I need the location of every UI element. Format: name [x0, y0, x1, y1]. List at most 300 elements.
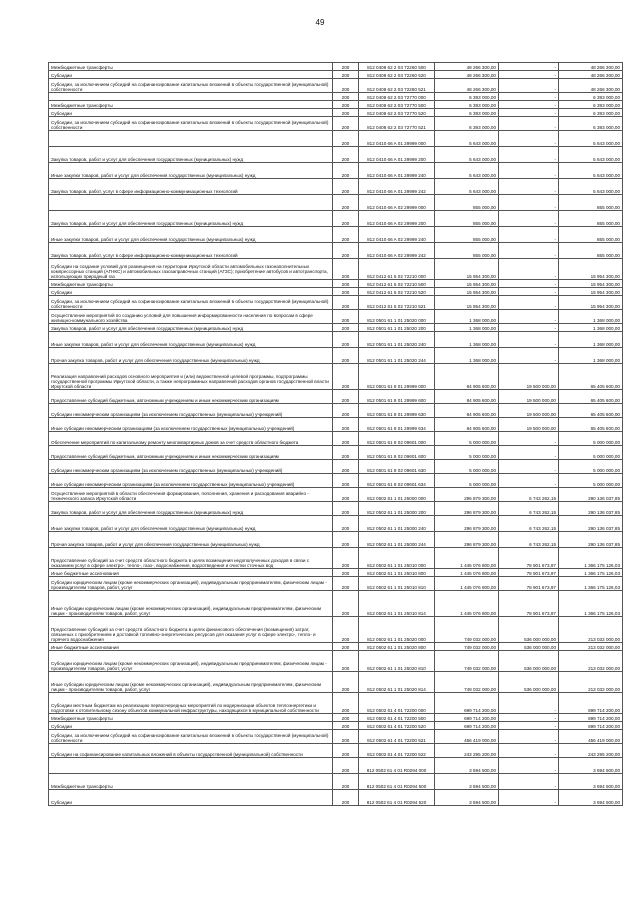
- table-row: [49, 101, 623, 109]
- row-line-code-cell: 200: [333, 532, 359, 548]
- row-unexecuted-cell: 1 368 000,00: [559, 348, 623, 364]
- row-unexecuted-cell: 213 032 000,00: [559, 651, 623, 672]
- table-row: [49, 672, 623, 693]
- row-name-cell: Закупка товаров, работ и услуг для обеспечения государственных (муниципальных) нужд: [49, 147, 333, 163]
- row-budget-code-cell: 812 0410 66 A 01 29999 240: [359, 163, 435, 179]
- row-budget-code-cell: 812 0502 61 1 01 25020 800: [359, 643, 435, 651]
- table-row: [49, 774, 623, 790]
- row-executed-cell: -: [499, 280, 559, 288]
- row-unexecuted-cell: 5 643 000,00: [559, 131, 623, 147]
- table-row: [49, 460, 623, 474]
- row-approved-cell: 1 368 000,00: [435, 348, 499, 364]
- table-row: [49, 227, 623, 243]
- row-unexecuted-cell: 213 032 000,00: [559, 617, 623, 643]
- row-line-code-cell: 200: [333, 227, 359, 243]
- table-row: [49, 532, 623, 548]
- page-number: 49: [315, 18, 325, 27]
- row-name-cell: Обеспечение мероприятий по капитальному ремонту многоквартирных домов за счет средств областного бюджета: [49, 432, 333, 446]
- row-approved-cell: 855 000,00: [435, 211, 499, 227]
- row-budget-code-cell: 812 0408 62 2 03 72260 500: [359, 63, 435, 71]
- row-line-code-cell: 200: [333, 195, 359, 211]
- table-row: [49, 288, 623, 296]
- row-approved-cell: 3 694 500,00: [435, 774, 499, 790]
- row-executed-cell: -: [499, 446, 559, 460]
- row-approved-cell: 6 393 000,00: [435, 101, 499, 109]
- table-row: [49, 243, 623, 259]
- table-row: [49, 569, 623, 577]
- row-executed-cell: -: [499, 730, 559, 744]
- table-row: [49, 348, 623, 364]
- table-row: [49, 310, 623, 324]
- row-unexecuted-cell: 65 405 600,00: [559, 364, 623, 390]
- row-approved-cell: 1 445 076 800,00: [435, 548, 499, 569]
- row-name-cell: [49, 131, 333, 147]
- row-executed-cell: -: [499, 432, 559, 446]
- row-line-code-cell: 200: [333, 516, 359, 532]
- row-line-code-cell: 200: [333, 280, 359, 288]
- row-budget-code-cell: 812 0412 61 5 02 72210 000: [359, 259, 435, 280]
- row-approved-cell: 699 714 200,00: [435, 714, 499, 722]
- row-approved-cell: 296 879 300,00: [435, 532, 499, 548]
- table-row: [49, 364, 623, 390]
- row-budget-code-cell: 812 0412 61 5 02 72210 521: [359, 296, 435, 310]
- row-line-code-cell: 200: [333, 617, 359, 643]
- table-row: [49, 280, 623, 288]
- row-budget-code-cell: 812 0410 66 A 01 29999 242: [359, 179, 435, 195]
- row-executed-cell: 19 500 000,00: [499, 390, 559, 404]
- row-name-cell: Осуществление мероприятий в области обеспечения формирования, пополнения, хранения и расходования аварийно - технического запаса Иркутской области: [49, 488, 333, 502]
- budget-execution-table: [48, 62, 623, 806]
- row-line-code-cell: 200: [333, 404, 359, 418]
- row-unexecuted-cell: 65 405 600,00: [559, 404, 623, 418]
- row-budget-code-cell: 812 0410 66 A 02 29999 242: [359, 243, 435, 259]
- row-unexecuted-cell: 5 643 000,00: [559, 163, 623, 179]
- row-name-cell: Субсидии: [49, 109, 333, 117]
- row-executed-cell: -: [499, 179, 559, 195]
- row-budget-code-cell: 812 0408 62 2 03 72770 521: [359, 117, 435, 131]
- row-line-code-cell: 200: [333, 672, 359, 693]
- row-name-cell: Субсидии: [49, 722, 333, 730]
- row-name-cell: Прочая закупка товаров, работ и услуг для обеспечения государственных (муниципальных) нужд: [49, 532, 333, 548]
- row-executed-cell: 536 000 000,00: [499, 617, 559, 643]
- row-approved-cell: 6 393 000,00: [435, 93, 499, 101]
- row-line-code-cell: 200: [333, 722, 359, 730]
- row-name-cell: Межбюджетные трансферты: [49, 101, 333, 109]
- row-executed-cell: 78 901 673,97: [499, 569, 559, 577]
- row-approved-cell: 6 393 000,00: [435, 109, 499, 117]
- row-line-code-cell: 200: [333, 774, 359, 790]
- row-executed-cell: -: [499, 195, 559, 211]
- row-name-cell: Закупка товаров, работ и услуг для обеспечения государственных (муниципальных) нужд: [49, 324, 333, 332]
- row-budget-code-cell: 812 0501 61 8 02 09601 600: [359, 446, 435, 460]
- row-budget-code-cell: 812 0410 66 A 01 29999 200: [359, 147, 435, 163]
- row-unexecuted-cell: 855 000,00: [559, 195, 623, 211]
- table-row: [49, 446, 623, 460]
- row-executed-cell: -: [499, 259, 559, 280]
- row-budget-code-cell: 812 0501 61 8 02 09601 634: [359, 474, 435, 488]
- table-row: [49, 643, 623, 651]
- row-line-code-cell: 200: [333, 488, 359, 502]
- row-approved-cell: 1 445 076 800,00: [435, 577, 499, 591]
- table-row: [49, 71, 623, 79]
- row-name-cell: Субсидии, за исключением субсидий на софинансирование капитальных вложений в объекты государственной (муниципальной) собственности: [49, 730, 333, 744]
- table-row: [49, 93, 623, 101]
- table-body: [49, 63, 623, 806]
- row-approved-cell: 3 694 500,00: [435, 758, 499, 774]
- row-executed-cell: 536 000 000,00: [499, 651, 559, 672]
- row-executed-cell: -: [499, 474, 559, 488]
- row-line-code-cell: 200: [333, 460, 359, 474]
- row-executed-cell: -: [499, 296, 559, 310]
- row-budget-code-cell: 812 0410 66 A 01 29999 000: [359, 131, 435, 147]
- row-name-cell: Закупка товаров, работ, услуг в сфере информационно-коммуникационных технологий: [49, 179, 333, 195]
- table-row: [49, 211, 623, 227]
- row-approved-cell: 84 905 600,00: [435, 390, 499, 404]
- row-executed-cell: -: [499, 774, 559, 790]
- row-approved-cell: 84 905 600,00: [435, 418, 499, 432]
- row-line-code-cell: 200: [333, 163, 359, 179]
- row-executed-cell: 78 901 673,97: [499, 591, 559, 617]
- row-approved-cell: 699 714 200,00: [435, 722, 499, 730]
- table-row: [49, 432, 623, 446]
- row-line-code-cell: 200: [333, 288, 359, 296]
- row-unexecuted-cell: 1 368 000,00: [559, 324, 623, 332]
- row-unexecuted-cell: 243 295 200,00: [559, 744, 623, 758]
- row-line-code-cell: 200: [333, 109, 359, 117]
- row-approved-cell: 15 954 300,00: [435, 259, 499, 280]
- row-name-cell: [49, 93, 333, 101]
- row-budget-code-cell: 812 0501 61 1 01 25020 244: [359, 348, 435, 364]
- row-unexecuted-cell: 15 954 300,00: [559, 288, 623, 296]
- row-name-cell: Иные бюджетные ассигнования: [49, 643, 333, 651]
- row-approved-cell: 296 879 300,00: [435, 502, 499, 516]
- row-budget-code-cell: 812 0502 61 1 01 25000 244: [359, 532, 435, 548]
- row-executed-cell: -: [499, 93, 559, 101]
- row-executed-cell: -: [499, 117, 559, 131]
- row-unexecuted-cell: 213 032 000,00: [559, 643, 623, 651]
- table-row: [49, 296, 623, 310]
- row-line-code-cell: 200: [333, 348, 359, 364]
- row-executed-cell: 19 500 000,00: [499, 418, 559, 432]
- row-executed-cell: -: [499, 324, 559, 332]
- row-line-code-cell: 200: [333, 147, 359, 163]
- row-unexecuted-cell: 6 393 000,00: [559, 93, 623, 101]
- table-row: [49, 758, 623, 774]
- row-approved-cell: 5 643 000,00: [435, 131, 499, 147]
- row-unexecuted-cell: 1 366 175 126,03: [559, 548, 623, 569]
- row-budget-code-cell: 812 0501 61 1 01 25020 200: [359, 324, 435, 332]
- row-approved-cell: 6 393 000,00: [435, 117, 499, 131]
- row-executed-cell: 78 901 673,97: [499, 577, 559, 591]
- row-budget-code-cell: 812 0502 61 1 01 25000 240: [359, 516, 435, 532]
- row-budget-code-cell: 812 0502 61 4 01 72200 521: [359, 730, 435, 744]
- row-name-cell: [49, 758, 333, 774]
- row-budget-code-cell: 812 0502 61 4 01 R0294 000: [359, 758, 435, 774]
- row-name-cell: Иные закупки товаров, работ и услуг для обеспечения государственных (муниципальных) нужд: [49, 227, 333, 243]
- table-row: [49, 390, 623, 404]
- row-executed-cell: -: [499, 348, 559, 364]
- table-row: [49, 714, 623, 722]
- row-approved-cell: 5 643 000,00: [435, 147, 499, 163]
- row-line-code-cell: 200: [333, 577, 359, 591]
- row-name-cell: Межбюджетные трансферты: [49, 63, 333, 71]
- table-row: [49, 109, 623, 117]
- row-approved-cell: 749 032 000,00: [435, 651, 499, 672]
- table-row: [49, 418, 623, 432]
- row-approved-cell: 5 643 000,00: [435, 163, 499, 179]
- row-name-cell: Субсидии, за исключением субсидий на софинансирование капитальных вложений в объекты государственной (муниципальной) собственности: [49, 117, 333, 131]
- row-name-cell: Иные субсидии некоммерческим организациям (за исключением государственных (муниципальных) учреждений): [49, 474, 333, 488]
- row-unexecuted-cell: 15 954 300,00: [559, 259, 623, 280]
- table-row: [49, 474, 623, 488]
- row-budget-code-cell: 812 0502 61 1 01 25020 814: [359, 672, 435, 693]
- table-row: [49, 195, 623, 211]
- table-row: [49, 117, 623, 131]
- row-name-cell: Межбюджетные трансферты: [49, 774, 333, 790]
- row-budget-code-cell: 812 0502 61 4 01 72200 500: [359, 714, 435, 722]
- row-approved-cell: 296 879 300,00: [435, 488, 499, 502]
- table-row: [49, 790, 623, 806]
- row-unexecuted-cell: 5 643 000,00: [559, 179, 623, 195]
- row-approved-cell: 15 954 300,00: [435, 280, 499, 288]
- row-unexecuted-cell: 290 136 037,85: [559, 488, 623, 502]
- row-line-code-cell: 200: [333, 502, 359, 516]
- row-budget-code-cell: 812 0408 62 2 03 72260 520: [359, 71, 435, 79]
- table-row: [49, 591, 623, 617]
- row-name-cell: Межбюджетные трансферты: [49, 280, 333, 288]
- row-name-cell: Субсидии: [49, 790, 333, 806]
- row-name-cell: Субсидии, за исключением субсидий на софинансирование капитальных вложений в объекты государственной (муниципальной) собственности: [49, 79, 333, 93]
- row-executed-cell: -: [499, 310, 559, 324]
- row-budget-code-cell: 812 0410 66 A 02 29999 000: [359, 195, 435, 211]
- table-row: [49, 502, 623, 516]
- row-budget-code-cell: 812 0501 61 1 01 25020 000: [359, 310, 435, 324]
- row-unexecuted-cell: 6 393 000,00: [559, 117, 623, 131]
- row-line-code-cell: 200: [333, 418, 359, 432]
- row-line-code-cell: 200: [333, 569, 359, 577]
- row-budget-code-cell: 812 0502 61 1 01 25010 800: [359, 569, 435, 577]
- row-line-code-cell: 200: [333, 651, 359, 672]
- row-name-cell: [49, 195, 333, 211]
- row-line-code-cell: 200: [333, 693, 359, 714]
- row-unexecuted-cell: 65 405 600,00: [559, 418, 623, 432]
- row-executed-cell: -: [499, 714, 559, 722]
- row-unexecuted-cell: 3 694 500,00: [559, 790, 623, 806]
- row-executed-cell: 78 901 673,97: [499, 548, 559, 569]
- row-line-code-cell: 200: [333, 758, 359, 774]
- row-budget-code-cell: 812 0501 61 8 01 29999 630: [359, 404, 435, 418]
- row-budget-code-cell: 812 0502 61 1 01 25000 000: [359, 488, 435, 502]
- row-line-code-cell: 200: [333, 332, 359, 348]
- table-row: [49, 722, 623, 730]
- row-unexecuted-cell: 855 000,00: [559, 211, 623, 227]
- row-executed-cell: -: [499, 243, 559, 259]
- row-line-code-cell: 200: [333, 390, 359, 404]
- row-approved-cell: 1 368 000,00: [435, 332, 499, 348]
- table-row: [49, 744, 623, 758]
- row-executed-cell: -: [499, 147, 559, 163]
- row-unexecuted-cell: 1 368 000,00: [559, 310, 623, 324]
- row-executed-cell: -: [499, 71, 559, 79]
- row-budget-code-cell: 812 0501 61 8 01 29999 000: [359, 364, 435, 390]
- row-budget-code-cell: 812 0502 61 4 01 72200 000: [359, 693, 435, 714]
- row-executed-cell: -: [499, 722, 559, 730]
- row-name-cell: Иные закупки товаров, работ и услуг для обеспечения государственных (муниципальных) нужд: [49, 163, 333, 179]
- table-row: [49, 332, 623, 348]
- row-name-cell: Субсидии местным бюджетам на реализацию первоочередных мероприятий по модернизации объектов теплоэнергетики и подготовке к отопительному сезону объектов коммунальной инфраструктуры, находящихся в муниципальной собственности: [49, 693, 333, 714]
- row-unexecuted-cell: 290 136 037,85: [559, 532, 623, 548]
- row-line-code-cell: 200: [333, 179, 359, 195]
- row-name-cell: Осуществление мероприятий по созданию условий для повышения информированности населения по вопросам в сфере жилищно-коммунального хозяйства: [49, 310, 333, 324]
- row-approved-cell: 48 266 300,00: [435, 71, 499, 79]
- row-budget-code-cell: 812 0502 61 4 01 R0294 520: [359, 790, 435, 806]
- row-name-cell: Иные субсидии юридическим лицам (кроме некоммерческих организаций), индивидуальным предпринимателям, физическим лицам - производителям товаров, работ, услуг: [49, 591, 333, 617]
- row-unexecuted-cell: 290 136 037,85: [559, 502, 623, 516]
- row-unexecuted-cell: 15 954 300,00: [559, 296, 623, 310]
- row-name-cell: Реализация направлений расходов основного мероприятия и (или) ведомственной целевой программы, подпрограммы государственной программы Иркутской области, а также непрограммных направлений расходов органов государственной власти Иркутской области: [49, 364, 333, 390]
- row-line-code-cell: 200: [333, 79, 359, 93]
- row-approved-cell: 1 368 000,00: [435, 324, 499, 332]
- row-budget-code-cell: 812 0408 62 2 03 72770 500: [359, 101, 435, 109]
- table-row: [49, 179, 623, 195]
- row-budget-code-cell: 812 0502 61 1 01 25010 000: [359, 548, 435, 569]
- row-approved-cell: 5 000 000,00: [435, 446, 499, 460]
- row-budget-code-cell: 812 0408 62 2 03 72260 521: [359, 79, 435, 93]
- row-budget-code-cell: 812 0502 61 1 01 25010 814: [359, 591, 435, 617]
- row-executed-cell: -: [499, 109, 559, 117]
- row-line-code-cell: 200: [333, 101, 359, 109]
- row-executed-cell: -: [499, 131, 559, 147]
- row-line-code-cell: 200: [333, 324, 359, 332]
- row-unexecuted-cell: 699 714 200,00: [559, 714, 623, 722]
- row-name-cell: Иные субсидии юридическим лицам (кроме некоммерческих организаций), индивидуальным предпринимателям, физическим лицам - производителям товаров, работ, услуг: [49, 672, 333, 693]
- row-approved-cell: 5 000 000,00: [435, 432, 499, 446]
- table-row: [49, 404, 623, 418]
- row-approved-cell: 15 954 300,00: [435, 296, 499, 310]
- row-unexecuted-cell: 1 366 175 126,03: [559, 577, 623, 591]
- row-executed-cell: -: [499, 744, 559, 758]
- row-name-cell: Иные закупки товаров, работ и услуг для обеспечения государственных (муниципальных) нужд: [49, 332, 333, 348]
- row-approved-cell: 855 000,00: [435, 227, 499, 243]
- row-line-code-cell: 200: [333, 591, 359, 617]
- table-row: [49, 730, 623, 744]
- row-unexecuted-cell: 5 000 000,00: [559, 474, 623, 488]
- table-row: [49, 63, 623, 71]
- row-name-cell: Межбюджетные трансферты: [49, 714, 333, 722]
- row-unexecuted-cell: 48 266 300,00: [559, 71, 623, 79]
- row-executed-cell: -: [499, 227, 559, 243]
- row-budget-code-cell: 812 0502 61 1 01 25020 810: [359, 651, 435, 672]
- table-row: [49, 548, 623, 569]
- row-line-code-cell: 200: [333, 643, 359, 651]
- row-name-cell: Иные субсидии некоммерческим организациям (за исключением государственных (муниципальных) учреждений): [49, 418, 333, 432]
- row-unexecuted-cell: 456 419 000,00: [559, 730, 623, 744]
- row-budget-code-cell: 812 0502 61 1 01 25010 810: [359, 577, 435, 591]
- row-name-cell: Закупка товаров, работ, услуг в сфере информационно-коммуникационных технологий: [49, 243, 333, 259]
- table-row: [49, 147, 623, 163]
- row-approved-cell: 749 032 000,00: [435, 672, 499, 693]
- row-approved-cell: 749 032 000,00: [435, 617, 499, 643]
- row-line-code-cell: 200: [333, 474, 359, 488]
- row-name-cell: Субсидии на софинансирование капитальных вложений в объекты государственной (муниципальной) собственности: [49, 744, 333, 758]
- table-row: [49, 577, 623, 591]
- row-executed-cell: -: [499, 63, 559, 71]
- row-unexecuted-cell: 6 393 000,00: [559, 101, 623, 109]
- row-approved-cell: 15 954 300,00: [435, 288, 499, 296]
- row-executed-cell: 536 000 000,00: [499, 643, 559, 651]
- row-executed-cell: 6 743 262,15: [499, 502, 559, 516]
- row-approved-cell: 84 905 600,00: [435, 404, 499, 418]
- table-row: [49, 488, 623, 502]
- row-budget-code-cell: 812 0408 62 2 03 72770 520: [359, 109, 435, 117]
- row-approved-cell: 48 266 300,00: [435, 63, 499, 71]
- row-approved-cell: 5 643 000,00: [435, 179, 499, 195]
- row-unexecuted-cell: 5 000 000,00: [559, 432, 623, 446]
- row-budget-code-cell: 812 0501 61 8 01 29999 600: [359, 390, 435, 404]
- row-line-code-cell: 200: [333, 790, 359, 806]
- row-name-cell: Иные бюджетные ассигнования: [49, 569, 333, 577]
- row-unexecuted-cell: 699 714 200,00: [559, 693, 623, 714]
- row-approved-cell: 296 879 300,00: [435, 516, 499, 532]
- row-approved-cell: 1 445 076 800,00: [435, 569, 499, 577]
- row-executed-cell: 19 500 000,00: [499, 404, 559, 418]
- row-name-cell: Субсидии некоммерческим организациям (за исключением государственных (муниципальных) учреждений): [49, 404, 333, 418]
- row-name-cell: Субсидии: [49, 288, 333, 296]
- row-unexecuted-cell: 15 954 300,00: [559, 280, 623, 288]
- row-name-cell: Предоставление субсидий бюджетным, автономным учреждениям и иным некоммерческим организациям: [49, 390, 333, 404]
- row-approved-cell: 855 000,00: [435, 195, 499, 211]
- row-unexecuted-cell: 1 366 175 126,03: [559, 591, 623, 617]
- row-unexecuted-cell: 6 393 000,00: [559, 109, 623, 117]
- row-line-code-cell: 200: [333, 432, 359, 446]
- row-approved-cell: 243 295 200,00: [435, 744, 499, 758]
- row-executed-cell: 6 743 262,15: [499, 516, 559, 532]
- row-unexecuted-cell: 3 694 500,00: [559, 758, 623, 774]
- table-row: [49, 651, 623, 672]
- row-approved-cell: 48 266 300,00: [435, 79, 499, 93]
- row-unexecuted-cell: 48 266 300,00: [559, 63, 623, 71]
- row-line-code-cell: 200: [333, 730, 359, 744]
- row-name-cell: Субсидии на создание условий для размещения на территории Иркутской области автомобильных газонаполнительных компрессорных станций (АГНКС) и автомобильных газозаправочных станций (АГЗС); приобретение автобусов и автотранспорта, использующих природный газ: [49, 259, 333, 280]
- row-line-code-cell: 200: [333, 93, 359, 101]
- row-budget-code-cell: 812 0408 62 2 03 72770 000: [359, 93, 435, 101]
- row-executed-cell: -: [499, 693, 559, 714]
- row-budget-code-cell: 812 0502 61 4 01 R0294 500: [359, 774, 435, 790]
- row-name-cell: Предоставление субсидий бюджетным, автономным учреждениям и иным некоммерческим организациям: [49, 446, 333, 460]
- row-line-code-cell: 200: [333, 446, 359, 460]
- row-unexecuted-cell: 855 000,00: [559, 243, 623, 259]
- row-line-code-cell: 200: [333, 243, 359, 259]
- row-approved-cell: 5 000 000,00: [435, 474, 499, 488]
- row-executed-cell: 6 743 262,15: [499, 488, 559, 502]
- row-name-cell: Предоставление субсидий за счет средств областного бюджета в целях возмещения недополученных доходов в связи с оказанием услуг в сфере электро-, тепло-, газо-, водоснабжения, водоотведения и очистки сточных вод: [49, 548, 333, 569]
- table-row: [49, 516, 623, 532]
- row-executed-cell: -: [499, 790, 559, 806]
- row-name-cell: Закупка товаров, работ и услуг для обеспечения государственных (муниципальных) нужд: [49, 211, 333, 227]
- row-approved-cell: 5 000 000,00: [435, 460, 499, 474]
- row-line-code-cell: 200: [333, 296, 359, 310]
- row-executed-cell: -: [499, 163, 559, 179]
- row-budget-code-cell: 812 0412 61 5 02 72210 500: [359, 280, 435, 288]
- row-budget-code-cell: 812 0412 61 5 02 72210 520: [359, 288, 435, 296]
- row-line-code-cell: 200: [333, 364, 359, 390]
- row-executed-cell: -: [499, 288, 559, 296]
- row-unexecuted-cell: 5 000 000,00: [559, 446, 623, 460]
- row-unexecuted-cell: 1 366 175 126,03: [559, 569, 623, 577]
- row-budget-code-cell: 812 0502 61 4 01 72200 520: [359, 722, 435, 730]
- row-approved-cell: 84 905 600,00: [435, 364, 499, 390]
- table-row: [49, 617, 623, 643]
